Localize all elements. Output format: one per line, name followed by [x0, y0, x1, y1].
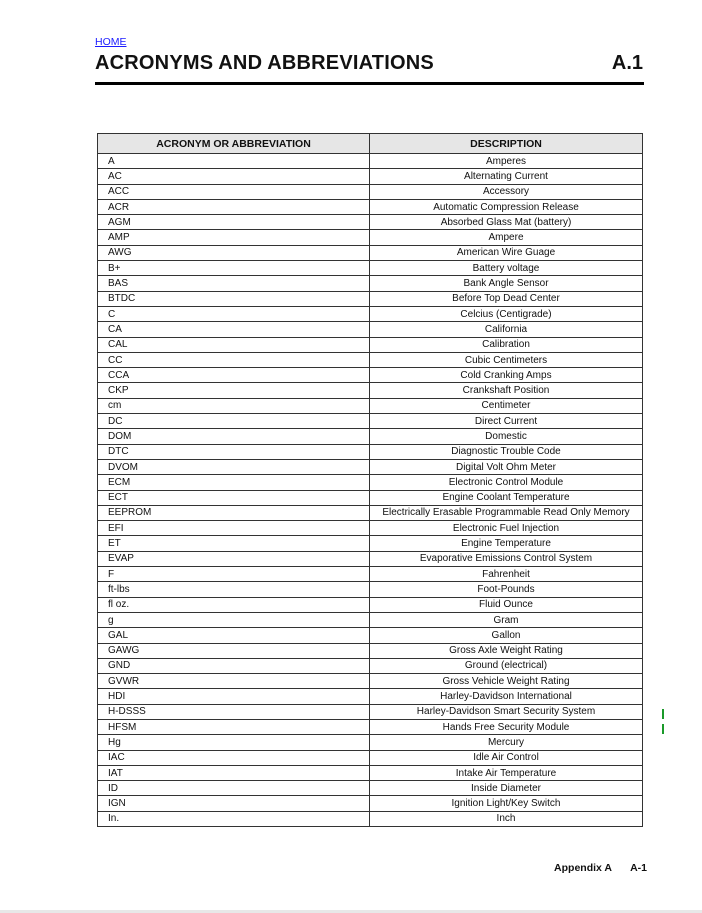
table-row	[98, 414, 643, 429]
acronym-cell: EFI	[98, 521, 370, 536]
description-cell: Accessory	[370, 184, 643, 199]
description-cell: Absorbed Glass Mat (battery)	[370, 215, 643, 230]
acronym-cell: GND	[98, 658, 370, 673]
table-row	[98, 689, 643, 704]
acronym-cell: ACC	[98, 184, 370, 199]
title-divider	[95, 82, 644, 85]
acronym-cell: C	[98, 306, 370, 321]
table-row	[98, 735, 643, 750]
acronym-cell: F	[98, 567, 370, 582]
description-cell: Domestic	[370, 429, 643, 444]
acronym-cell: CC	[98, 352, 370, 367]
table-row	[98, 276, 643, 291]
acronym-cell: HFSM	[98, 719, 370, 734]
description-cell: Crankshaft Position	[370, 383, 643, 398]
table-row	[98, 383, 643, 398]
table-row	[98, 765, 643, 780]
table-row	[98, 536, 643, 551]
table-row	[98, 704, 643, 719]
table-row	[98, 750, 643, 765]
description-cell: Electronic Control Module	[370, 475, 643, 490]
table-row	[98, 567, 643, 582]
table-row	[98, 154, 643, 169]
description-cell: Cold Cranking Amps	[370, 368, 643, 383]
acronym-cell: GVWR	[98, 674, 370, 689]
acronym-cell: ft-lbs	[98, 582, 370, 597]
acronym-cell: AGM	[98, 215, 370, 230]
acronym-cell: ID	[98, 781, 370, 796]
description-cell: Automatic Compression Release	[370, 199, 643, 214]
table-row	[98, 628, 643, 643]
table-row	[98, 444, 643, 459]
table-row	[98, 521, 643, 536]
table-row	[98, 658, 643, 673]
table-row	[98, 505, 643, 520]
acronym-cell: In.	[98, 811, 370, 826]
acronym-cell: DTC	[98, 444, 370, 459]
description-cell: Inch	[370, 811, 643, 826]
acronym-cell: IAC	[98, 750, 370, 765]
table-row	[98, 398, 643, 413]
table-row	[98, 475, 643, 490]
table-row	[98, 551, 643, 566]
table-row	[98, 337, 643, 352]
acronym-cell: AC	[98, 169, 370, 184]
table-row	[98, 674, 643, 689]
description-cell: Evaporative Emissions Control System	[370, 551, 643, 566]
acronym-cell: H-DSSS	[98, 704, 370, 719]
description-cell: Ground (electrical)	[370, 658, 643, 673]
description-cell: Electronic Fuel Injection	[370, 521, 643, 536]
description-cell: Battery voltage	[370, 261, 643, 276]
description-cell: Engine Temperature	[370, 536, 643, 551]
description-cell: Mercury	[370, 735, 643, 750]
table-row	[98, 322, 643, 337]
description-cell: Idle Air Control	[370, 750, 643, 765]
acronym-table	[97, 133, 643, 827]
acronym-cell: HDI	[98, 689, 370, 704]
description-cell: Gross Axle Weight Rating	[370, 643, 643, 658]
description-cell: Alternating Current	[370, 169, 643, 184]
acronym-cell: IAT	[98, 765, 370, 780]
home-link[interactable]: HOME	[95, 36, 127, 48]
table-row	[98, 230, 643, 245]
table-row	[98, 796, 643, 811]
description-cell: Engine Coolant Temperature	[370, 490, 643, 505]
acronym-cell: ACR	[98, 199, 370, 214]
description-cell: Diagnostic Trouble Code	[370, 444, 643, 459]
description-cell: Electrically Erasable Programmable Read Only Memory	[370, 505, 643, 520]
table-row	[98, 781, 643, 796]
acronym-cell: cm	[98, 398, 370, 413]
description-cell: Gram	[370, 612, 643, 627]
description-cell: Gross Vehicle Weight Rating	[370, 674, 643, 689]
table-row	[98, 597, 643, 612]
acronym-cell: Hg	[98, 735, 370, 750]
acronym-cell: ECT	[98, 490, 370, 505]
table-row	[98, 459, 643, 474]
table-row	[98, 368, 643, 383]
acronym-cell: ET	[98, 536, 370, 551]
description-cell: Amperes	[370, 154, 643, 169]
table-row	[98, 811, 643, 826]
table-row	[98, 199, 643, 214]
description-cell: California	[370, 322, 643, 337]
acronym-cell: EEPROM	[98, 505, 370, 520]
table-row	[98, 169, 643, 184]
table-row	[98, 215, 643, 230]
footer-page-number: A-1	[630, 862, 647, 874]
table-row	[98, 719, 643, 734]
description-cell: American Wire Guage	[370, 245, 643, 260]
acronym-cell: CKP	[98, 383, 370, 398]
description-cell: Celcius (Centigrade)	[370, 306, 643, 321]
table-row	[98, 352, 643, 367]
change-bar	[662, 724, 664, 734]
table-row	[98, 582, 643, 597]
section-number: A.1	[611, 52, 643, 74]
acronym-cell: IGN	[98, 796, 370, 811]
acronym-cell: fl oz.	[98, 597, 370, 612]
table-row	[98, 490, 643, 505]
description-cell: Hands Free Security Module	[370, 719, 643, 734]
description-cell: Harley-Davidson International	[370, 689, 643, 704]
footer-appendix-label: Appendix A	[554, 862, 612, 874]
table-row	[98, 612, 643, 627]
table-row	[98, 429, 643, 444]
description-cell: Intake Air Temperature	[370, 765, 643, 780]
description-cell: Digital Volt Ohm Meter	[370, 459, 643, 474]
acronym-cell: A	[98, 154, 370, 169]
page-title: ACRONYMS AND ABBREVIATIONS	[95, 52, 434, 74]
description-cell: Before Top Dead Center	[370, 291, 643, 306]
table-row	[98, 306, 643, 321]
description-cell: Fluid Ounce	[370, 597, 643, 612]
table-row	[98, 643, 643, 658]
acronym-cell: EVAP	[98, 551, 370, 566]
description-cell: Calibration	[370, 337, 643, 352]
table-row	[98, 184, 643, 199]
acronym-cell: AMP	[98, 230, 370, 245]
table-row	[98, 261, 643, 276]
acronym-cell: DVOM	[98, 459, 370, 474]
table-row	[98, 291, 643, 306]
description-cell: Inside Diameter	[370, 781, 643, 796]
acronym-cell: GAWG	[98, 643, 370, 658]
acronym-cell: GAL	[98, 628, 370, 643]
table-body	[98, 154, 643, 827]
acronym-cell: CAL	[98, 337, 370, 352]
acronym-cell: DOM	[98, 429, 370, 444]
acronym-cell: AWG	[98, 245, 370, 260]
description-cell: Gallon	[370, 628, 643, 643]
description-cell: Direct Current	[370, 414, 643, 429]
acronym-cell: CCA	[98, 368, 370, 383]
description-cell: Ampere	[370, 230, 643, 245]
table-header-row	[98, 134, 643, 154]
description-cell: Cubic Centimeters	[370, 352, 643, 367]
acronym-cell: B+	[98, 261, 370, 276]
column-header-description: DESCRIPTION	[370, 134, 643, 154]
description-cell: Ignition Light/Key Switch	[370, 796, 643, 811]
acronym-cell: ECM	[98, 475, 370, 490]
acronym-cell: DC	[98, 414, 370, 429]
acronym-cell: BAS	[98, 276, 370, 291]
column-header-acronym: ACRONYM OR ABBREVIATION	[98, 134, 370, 154]
acronym-cell: g	[98, 612, 370, 627]
table-row	[98, 245, 643, 260]
description-cell: Harley-Davidson Smart Security System	[370, 704, 643, 719]
description-cell: Fahrenheit	[370, 567, 643, 582]
acronym-cell: BTDC	[98, 291, 370, 306]
change-bar	[662, 709, 664, 719]
description-cell: Bank Angle Sensor	[370, 276, 643, 291]
acronym-cell: CA	[98, 322, 370, 337]
description-cell: Centimeter	[370, 398, 643, 413]
description-cell: Foot-Pounds	[370, 582, 643, 597]
